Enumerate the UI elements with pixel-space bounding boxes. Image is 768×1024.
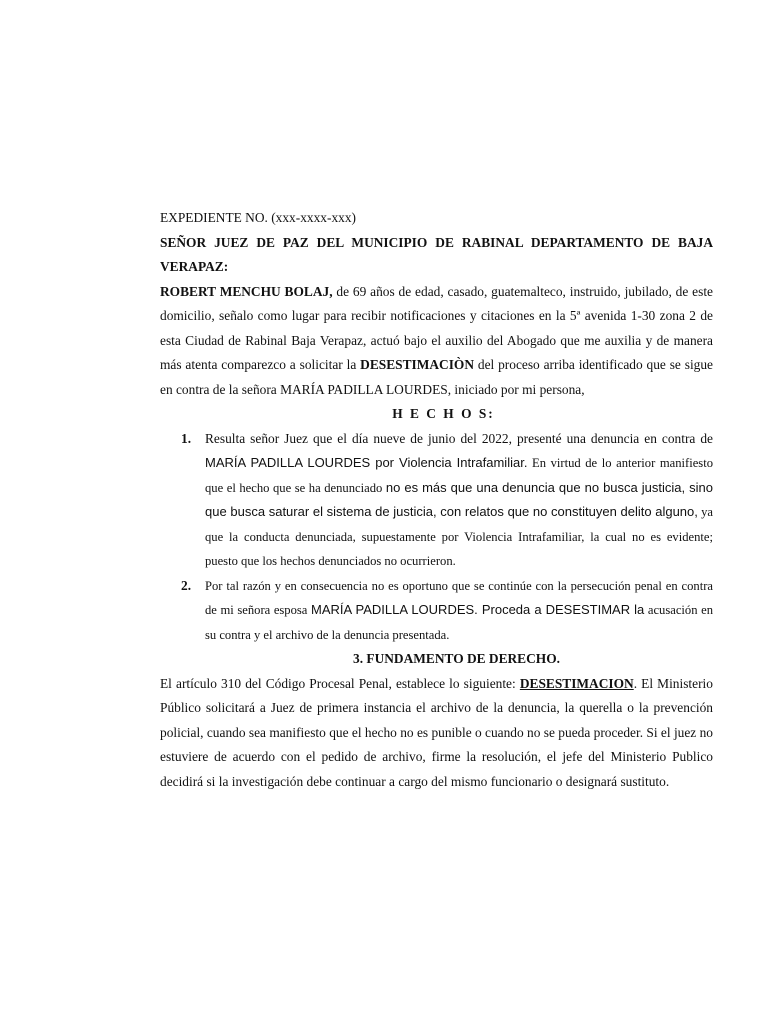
hechos-list bbox=[160, 427, 713, 648]
hecho-text: acusación en su contra y el archivo de la denuncia presentada. bbox=[205, 603, 713, 642]
desestimacion-word: DESESTIMACIÒN bbox=[360, 357, 475, 372]
hecho-text: MARÍA PADILLA LOURDES. Proceda a DESESTIMAR la bbox=[310, 602, 645, 617]
document-body bbox=[160, 206, 713, 794]
intro-text-2: del proceso arriba identificado que se sigue en contra de la señora MARÍA PADILLA LOURDES, iniciado por mi persona, bbox=[160, 357, 713, 397]
hecho-text: ya que la conducta denunciada, supuestamente por Violencia Intrafamiliar, la cual no es evidente; puesto que los hechos denunciados no ocurrieron. bbox=[205, 505, 713, 568]
hecho-text: Por tal razón y en consecuencia no es oportuno que se continúe con la persecución penal en contra de mi señora esposa bbox=[205, 578, 713, 617]
hechos-title: H E C H O S: bbox=[392, 406, 495, 421]
fundamento-paragraph bbox=[160, 672, 713, 795]
hecho-text: no es más que una denuncia que no busca justicia, sino que busca saturar el sistema de justicia, con relatos que no constituyen delito alguno, bbox=[205, 479, 713, 519]
list-item bbox=[160, 574, 713, 648]
expediente-line: EXPEDIENTE NO. (xxx-xxxx-xxx) bbox=[160, 210, 356, 225]
intro-text-1: de 69 años de edad, casado, guatemalteco, instruido, jubilado, de este domicilio, señalo como lugar para recibir notificaciones y citaciones en la 5ª avenida 1-30 zona 2 de esta Ciudad de Rabinal Baja Verapaz, actuó bajo el auxilio del Abogado que me auxilia y de manera más atenta comparezco a solicitar la bbox=[160, 283, 713, 372]
list-number: 2. bbox=[181, 577, 192, 593]
intro-paragraph bbox=[160, 280, 713, 403]
desestimacion-underlined: DESESTIMACION bbox=[519, 675, 634, 691]
list-number: 1. bbox=[181, 430, 192, 446]
list-item bbox=[160, 427, 713, 574]
fundamento-text-2: . El Ministerio Público solicitará a Juez de primera instancia el archivo de la denuncia, la querella o la prevención policial, cuando sea manifiesto que el hecho no es punible o cuando no se pueda proceder. Si el juez no estuviere de acuerdo con el pedido de archivo, firme la resolución, el jefe del Ministerio Publico decidirá si la investigación debe continuar a cargo del mismo funcionario o designará sustituto. bbox=[160, 675, 713, 789]
hecho-text: Resulta señor Juez que el día nueve de junio del 2022, presenté una denuncia en contra de bbox=[205, 430, 713, 446]
hecho-text: MARÍA PADILLA LOURDES por Violencia Intrafamiliar. bbox=[205, 455, 528, 470]
fundamento-text-1: El artículo 310 del Código Procesal Penal, establece lo siguiente: bbox=[160, 675, 520, 691]
petitioner-name: ROBERT MENCHU BOLAJ, bbox=[160, 283, 333, 299]
hecho-text: En virtud de lo anterior manifiesto que el hecho que se ha denunciado bbox=[205, 456, 714, 495]
fundamento-title: 3. FUNDAMENTO DE DERECHO. bbox=[353, 651, 560, 666]
address-heading: SEÑOR JUEZ DE PAZ DEL MUNICIPIO DE RABINAL DEPARTAMENTO DE BAJA VERAPAZ: bbox=[160, 234, 713, 274]
